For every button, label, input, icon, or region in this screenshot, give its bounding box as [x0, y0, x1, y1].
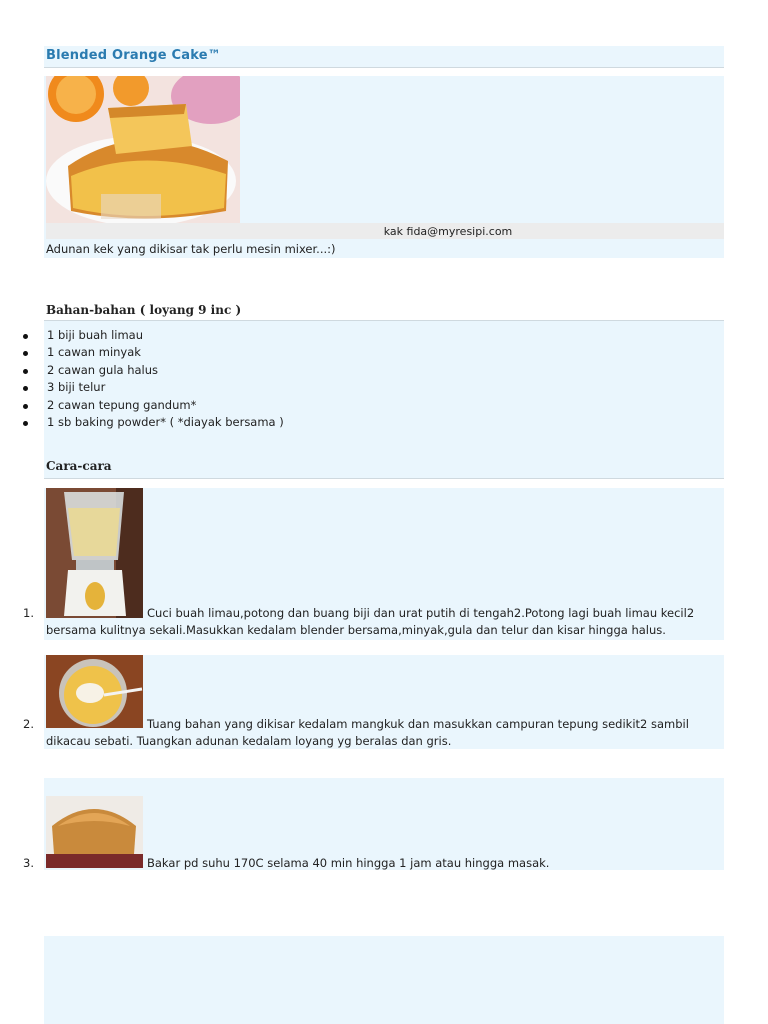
- title-divider: [44, 67, 724, 68]
- step-text-1-line-2: bersama kulitnya sekali.Masukkan kedalam blender bersama,minyak,gula dan telur dan kisar hingga halus.: [46, 623, 666, 637]
- photo-credit: kak fida@myresipi.com: [383, 225, 513, 238]
- step-text-2-line-2: dikacau sebati. Tuangkan adunan kedalam loyang yg beralas dan gris.: [46, 734, 452, 748]
- step-text-1-line-1: Cuci buah limau,potong dan buang biji dan urat putih di tengah2.Potong lagi buah limau kecil2: [147, 606, 695, 620]
- step-text-3-line-1: Bakar pd suhu 170C selama 40 min hingga 1 jam atau hingga masak.: [147, 856, 550, 870]
- list-item: 1 biji buah limau: [47, 328, 707, 345]
- step-number-3: 3.: [23, 856, 34, 870]
- list-item: 3 biji telur: [47, 380, 707, 397]
- method-heading: Cara-cara: [46, 459, 112, 473]
- list-item: 1 cawan minyak: [47, 345, 707, 362]
- bullet-icon: [23, 351, 28, 356]
- step-text-2-line-1: Tuang bahan yang dikisar kedalam mangkuk dan masukkan campuran tepung sedikit2 sambil: [147, 717, 689, 731]
- next-recipe-panel: [44, 936, 724, 1024]
- recipe-intro: Adunan kek yang dikisar tak perlu mesin mixer...:): [46, 242, 336, 256]
- bullet-icon: [23, 404, 28, 409]
- bullet-icon: [23, 369, 28, 374]
- mixing-bowl-photo: [46, 655, 143, 728]
- blender-photo: [46, 488, 143, 618]
- bullet-icon: [23, 386, 28, 391]
- baked-cake-photo: [46, 796, 143, 868]
- method-divider: [44, 478, 724, 479]
- list-item: 2 cawan tepung gandum*: [47, 398, 707, 415]
- ingredients-list: [47, 328, 707, 432]
- recipe-title: Blended Orange Cake™: [46, 48, 221, 63]
- step-number-1: 1.: [23, 606, 34, 620]
- bullet-icon: [23, 421, 28, 426]
- orange-cake-photo: [46, 76, 240, 223]
- ingredients-heading: Bahan-bahan ( loyang 9 inc ): [46, 303, 242, 317]
- bullet-icon: [23, 334, 28, 339]
- list-item: 2 cawan gula halus: [47, 363, 707, 380]
- step-number-2: 2.: [23, 717, 34, 731]
- list-item: 1 sb baking powder* ( *diayak bersama ): [47, 415, 707, 432]
